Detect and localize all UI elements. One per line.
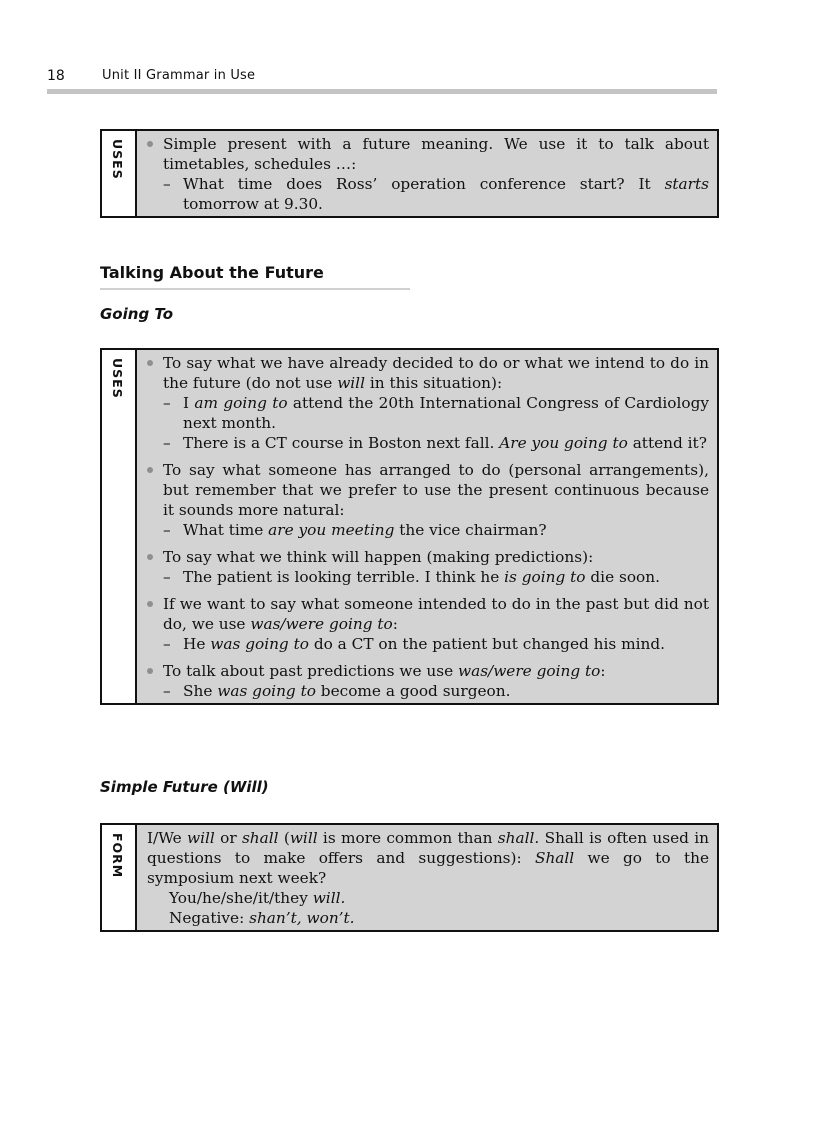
list-item: To say what we have already decided to do or what we intend to do in the future (do not use will in this situation): – I am going to attend the 20th International Congress of Cardiology next month. – There is a CT course in Boston next fall. Are you going to attend it?: [143, 353, 709, 453]
subheading-simple-future: Simple Future (Will): [100, 778, 269, 796]
form-box-simple-future: [100, 823, 719, 932]
box-tab: [102, 350, 137, 703]
example: – What time does Ross’ operation conference start? It starts tomorrow at 9.30.: [163, 175, 709, 213]
uses-label: USES: [110, 139, 125, 180]
bullet-icon: [147, 360, 153, 366]
box-tab: [102, 131, 137, 216]
list-item: To say what we think will happen (making predictions): – The patient is looking terrible. I think he is going to die soon.: [143, 547, 709, 587]
example: – There is a CT course in Boston next fall. Are you going to attend it?: [163, 434, 707, 452]
list-item: To talk about past predictions we use was/were going to: – She was going to become a good surgeon.: [143, 661, 709, 701]
form-line-negative: Negative: shan’t, won’t.: [169, 909, 355, 927]
form-paragraph: I/We will or shall (will is more common than shall. Shall is often used in questions to make offers and suggestions): Shall we go to the symposium next week?: [147, 829, 709, 887]
bullet-icon: [147, 141, 153, 147]
header-rule: [47, 89, 717, 94]
page-number: 18: [47, 68, 65, 84]
uses-box-simple-present: [100, 129, 719, 218]
example: – What time are you meeting the vice chairman?: [163, 521, 547, 539]
box-body: [137, 131, 717, 216]
uses-box-going-to: [100, 348, 719, 705]
bullet-icon: [147, 554, 153, 560]
unit-title: Unit II Grammar in Use: [102, 68, 256, 83]
example: – She was going to become a good surgeon.: [163, 682, 511, 700]
list-item: Simple present with a future meaning. We use it to talk about timetables, schedules …: – What time does Ross’ operation conference start? It starts tomorrow at 9.30.: [143, 134, 709, 214]
box-body: [137, 825, 717, 930]
form-label: FORM: [110, 833, 125, 879]
bullet-icon: [147, 601, 153, 607]
example: – I am going to attend the 20th International Congress of Cardiology next month.: [163, 394, 709, 432]
running-header: [47, 68, 717, 88]
subheading-going-to: Going To: [100, 305, 174, 323]
form-line-affirmative: You/he/she/it/they will.: [169, 889, 346, 907]
bullet-icon: [147, 467, 153, 473]
section-title: Talking About the Future: [100, 263, 324, 282]
bullet-icon: [147, 668, 153, 674]
uses-label: USES: [110, 358, 125, 399]
heading-rule: [100, 288, 410, 290]
box-tab: [102, 825, 137, 930]
box-body: [137, 350, 717, 703]
list-item: To say what someone has arranged to do (personal arrangements), but remember that we prefer to use the present continuous because it sounds more natural: – What time are you meeting the vice chairman?: [143, 460, 709, 540]
example: – The patient is looking terrible. I think he is going to die soon.: [163, 568, 660, 586]
example: – He was going to do a CT on the patient but changed his mind.: [163, 635, 666, 653]
list-item: If we want to say what someone intended to do in the past but did not do, we use was/were going to: – He was going to do a CT on the patient but changed his mind.: [143, 594, 709, 654]
